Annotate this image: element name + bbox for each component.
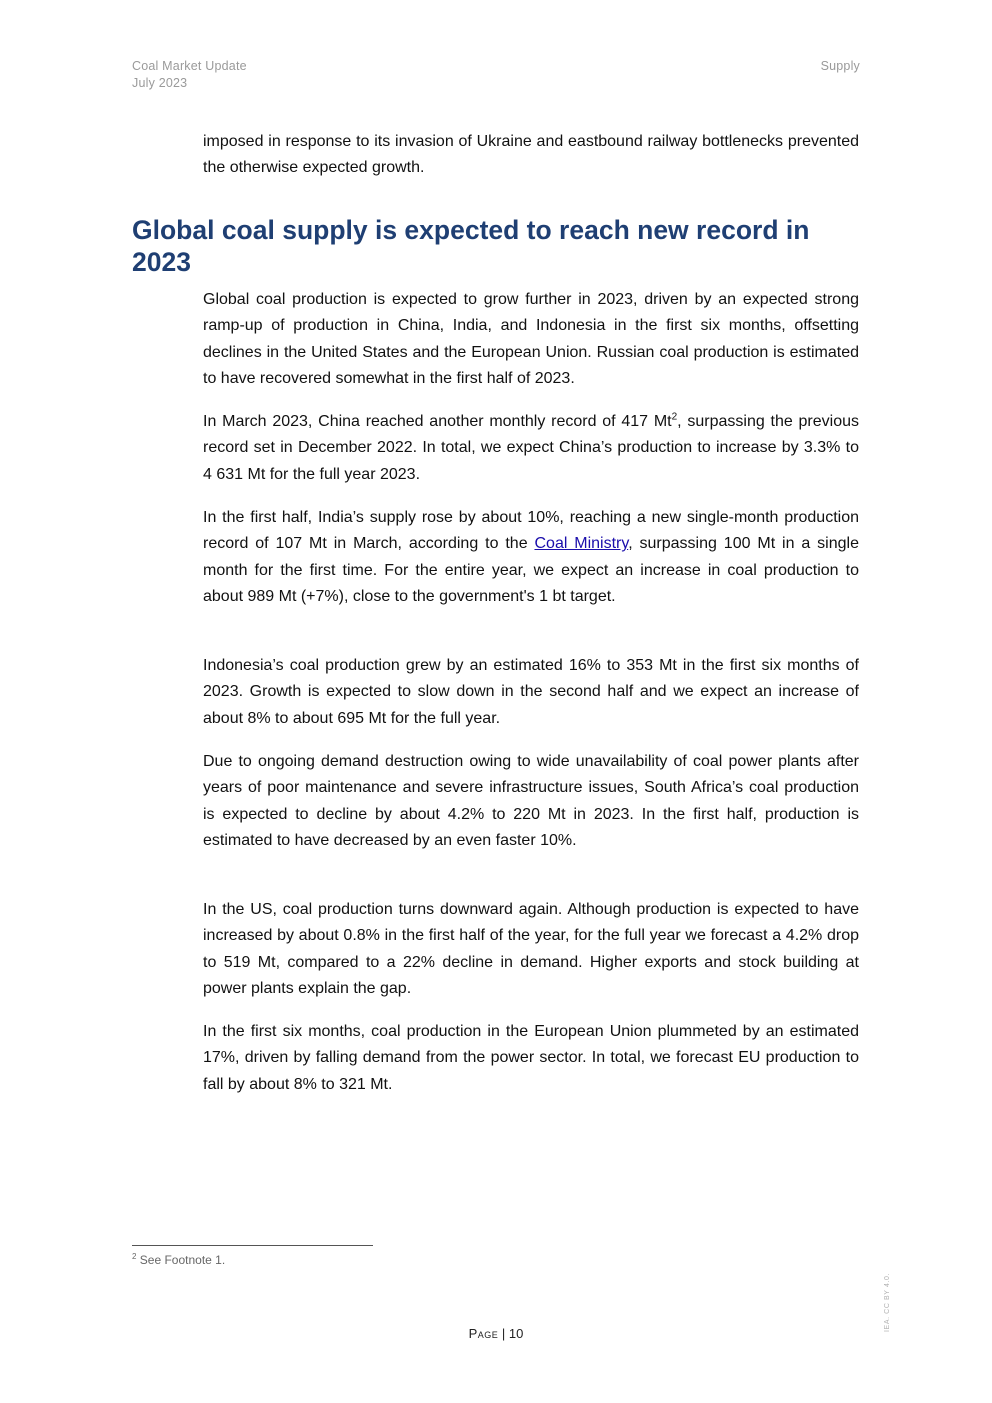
paragraph-united-states: In the US, coal production turns downward again. Although production is expected to have increased by about 0.8% in the first half of the year, for the full year we forecast a 4.2% drop to 519 Mt, compared to a 22% decline in demand. Higher exports and stock building at power plants explain the gap. bbox=[203, 901, 859, 997]
report-date: July 2023 bbox=[132, 76, 188, 90]
paragraph-global: Global coal production is expected to grow further in 2023, driven by an expected strong ramp-up of production in China, India, and Indonesia in the first six months, offsetting declines in the United States and the European Union. Russian coal production is estimated to have recovered somewhat in the first half of 2023. bbox=[203, 291, 859, 387]
paragraph-south-africa: Due to ongoing demand destruction owing to wide unavailability of coal power plants after years of poor maintenance and severe infrastructure issues, South Africa’s coal production is expected to decline by about 4.2% to 220 Mt in 2023. In the first half, production is estimated to have decreased by an even faster 10%. bbox=[203, 753, 859, 849]
footnote-reference[interactable]: 2 bbox=[671, 411, 678, 423]
section-name: Supply bbox=[820, 59, 860, 73]
paragraph-indonesia: Indonesia’s coal production grew by an estimated 16% to 353 Mt in the first six months of 2023. Growth is expected to slow down in the second half and we expect an increase of about 8% to about 695 Mt for the full year. bbox=[203, 657, 859, 727]
page-number: Page | 10 bbox=[468, 1326, 524, 1341]
footnote-number: 2 bbox=[132, 1252, 137, 1261]
paragraph-china: In March 2023, China reached another monthly record of 417 Mt$^2$, surpassing the previous record set in December 2022. In total, we expect China’s production to increase by 3.3% to 4 631 Mt for the full year 2023. bbox=[203, 411, 859, 483]
continuation-paragraph: imposed in response to its invasion of Ukraine and eastbound railway bottlenecks prevented the otherwise expected growth. bbox=[203, 133, 859, 177]
license-label bbox=[880, 1270, 892, 1332]
footnote-text: See Footnote 1. bbox=[136, 1253, 226, 1267]
paragraph-india: In the first half, India’s supply rose by about 10%, reaching a new single-month production record of 107 Mt in March, according to the Coal Ministry, surpassing 100 Mt in a single month for the first time. For the entire year, we expect an increase in coal production to about 989 Mt (+7%), close to the government's 1 bt target. bbox=[203, 509, 859, 605]
report-title: Coal Market Update bbox=[132, 59, 247, 73]
continuation-block bbox=[203, 129, 859, 182]
page-label: Page bbox=[468, 1326, 499, 1341]
footnote-divider bbox=[132, 1245, 373, 1246]
svg-text:IEA. CC BY 4.0.: IEA. CC BY 4.0. bbox=[884, 1272, 891, 1332]
footnote bbox=[132, 1253, 225, 1267]
section-heading: Global coal supply is expected to reach new record in 2023 bbox=[132, 215, 810, 277]
coal-ministry-link[interactable]: Coal Ministry bbox=[534, 535, 629, 553]
paragraph-european-union: In the first six months, coal production in the European Union plummeted by an estimated 17%, driven by falling demand from the power sector. In total, we forecast EU production to fall by about 8% to 321 Mt. bbox=[203, 1023, 859, 1093]
page-number-value: 10 bbox=[508, 1326, 524, 1341]
running-header-left bbox=[132, 58, 247, 92]
